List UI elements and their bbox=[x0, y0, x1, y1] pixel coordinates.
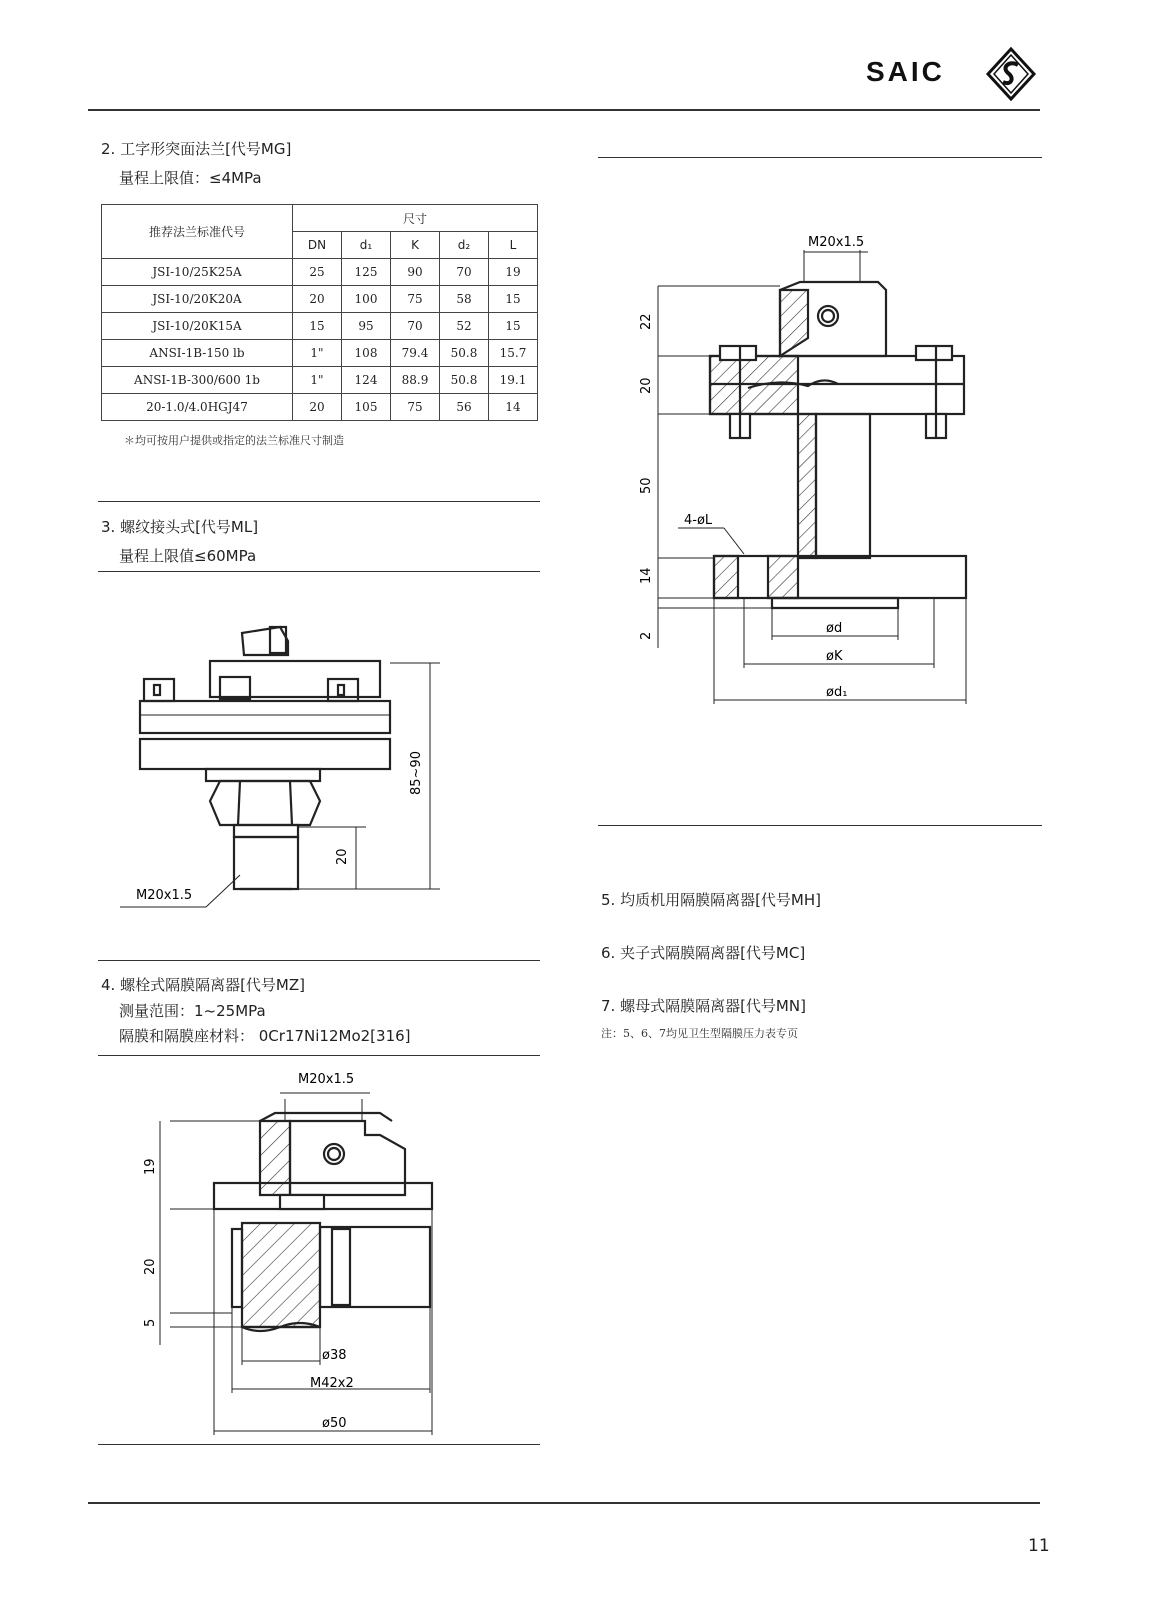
table-cell: 15.7 bbox=[489, 340, 538, 367]
divider bbox=[598, 825, 1042, 826]
divider bbox=[98, 501, 540, 502]
table-cell: 50.8 bbox=[440, 367, 489, 394]
dim-20-label: 20 bbox=[143, 1258, 158, 1275]
table-cell: 88.9 bbox=[391, 367, 440, 394]
divider bbox=[98, 571, 540, 572]
page-number: 11 bbox=[1028, 1536, 1050, 1556]
dim-20-label: 20 bbox=[639, 377, 654, 394]
table-cell: 20-1.0/4.0HGJ47 bbox=[102, 394, 293, 421]
thread-top-label: M20x1.5 bbox=[808, 235, 865, 250]
divider bbox=[98, 960, 540, 961]
section5-title: 5. 均质机用隔膜隔离器[代号MH] bbox=[601, 891, 822, 909]
table-cell: 100 bbox=[342, 286, 391, 313]
header-rule bbox=[88, 109, 1040, 111]
table-cell: 90 bbox=[391, 259, 440, 286]
dim-header: d₂ bbox=[440, 232, 489, 259]
brand-logo-text: SAIC bbox=[866, 56, 945, 87]
dim-thread-length-label: 20 bbox=[335, 848, 350, 865]
k-label: øK bbox=[826, 649, 843, 664]
table-cell: 52 bbox=[440, 313, 489, 340]
table-header-row bbox=[102, 205, 538, 232]
brand-logo-icon bbox=[985, 46, 1037, 104]
table-cell: 75 bbox=[391, 286, 440, 313]
table-row bbox=[102, 340, 538, 367]
table-cell: 15 bbox=[293, 313, 342, 340]
section2-title: 2. 工字形突面法兰[代号MG] bbox=[101, 140, 292, 158]
m42-label: M42x2 bbox=[310, 1376, 354, 1391]
dim-2-label: 2 bbox=[639, 631, 654, 640]
section7-title: 7. 螺母式隔膜隔离器[代号MN] bbox=[601, 997, 806, 1015]
col-dimensions-header: 尺寸 bbox=[293, 205, 538, 232]
section4-material: 隔膜和隔膜座材料： 0Cr17Ni12Mo2[316] bbox=[119, 1027, 411, 1045]
table-cell: 56 bbox=[440, 394, 489, 421]
d38-label: ø38 bbox=[322, 1348, 347, 1363]
flange-isolator-drawing bbox=[628, 228, 988, 718]
section4-title: 4. 螺栓式隔膜隔离器[代号MZ] bbox=[101, 976, 306, 994]
dim-header: L bbox=[489, 232, 538, 259]
sections-5-7-note: 注：5、6、7均见卫生型隔膜压力表专页 bbox=[601, 1027, 798, 1040]
bolt-diaphragm-isolator-drawing bbox=[130, 1065, 470, 1445]
table-row bbox=[102, 394, 538, 421]
table-cell: 70 bbox=[440, 259, 489, 286]
table-cell: 19 bbox=[489, 259, 538, 286]
d50-label: ø50 bbox=[322, 1416, 347, 1431]
table-row bbox=[102, 367, 538, 394]
table-cell: 70 bbox=[391, 313, 440, 340]
divider bbox=[98, 1055, 540, 1056]
table-row bbox=[102, 313, 538, 340]
divider bbox=[598, 157, 1042, 158]
table-cell: JSI-10/20K15A bbox=[102, 313, 293, 340]
dim-header: K bbox=[391, 232, 440, 259]
table-row bbox=[102, 259, 538, 286]
holes-label: 4-øL bbox=[684, 513, 713, 528]
section2-range: 量程上限值：≤4MPa bbox=[119, 169, 262, 187]
table-cell: ANSI-1B-300/600 1b bbox=[102, 367, 293, 394]
table-cell: 20 bbox=[293, 286, 342, 313]
flange-standard-table bbox=[101, 204, 538, 421]
dim-14-label: 14 bbox=[639, 567, 654, 584]
table-cell: ANSI-1B-150 lb bbox=[102, 340, 293, 367]
table-cell: 14 bbox=[489, 394, 538, 421]
d-label: ød bbox=[826, 621, 843, 636]
table-cell: 15 bbox=[489, 313, 538, 340]
threaded-connector-drawing bbox=[120, 615, 460, 915]
thread-label: M20x1.5 bbox=[136, 888, 193, 903]
dim-header: d₁ bbox=[342, 232, 391, 259]
col-standard-header: 推荐法兰标准代号 bbox=[102, 205, 293, 259]
table-cell: 1" bbox=[293, 340, 342, 367]
section3-title: 3. 螺纹接头式[代号ML] bbox=[101, 518, 259, 536]
dim-header: DN bbox=[293, 232, 342, 259]
divider bbox=[98, 1444, 540, 1445]
table-cell: 58 bbox=[440, 286, 489, 313]
table-cell: 25 bbox=[293, 259, 342, 286]
footer-rule bbox=[88, 1502, 1040, 1504]
table-cell: 95 bbox=[342, 313, 391, 340]
table-row bbox=[102, 286, 538, 313]
section6-title: 6. 夹子式隔膜隔离器[代号MC] bbox=[601, 944, 806, 962]
dim-50-label: 50 bbox=[639, 477, 654, 494]
d1-label: ød₁ bbox=[826, 685, 848, 700]
dim-height-label: 85~90 bbox=[409, 751, 424, 795]
dim-19-label: 19 bbox=[143, 1158, 158, 1175]
dim-22-label: 22 bbox=[639, 313, 654, 330]
table-cell: 1" bbox=[293, 367, 342, 394]
table-cell: 75 bbox=[391, 394, 440, 421]
table-cell: 15 bbox=[489, 286, 538, 313]
table-cell: 108 bbox=[342, 340, 391, 367]
table-cell: JSI-10/20K20A bbox=[102, 286, 293, 313]
table-cell: 125 bbox=[342, 259, 391, 286]
table-cell: 20 bbox=[293, 394, 342, 421]
thread-top-label: M20x1.5 bbox=[298, 1072, 355, 1087]
table-cell: 124 bbox=[342, 367, 391, 394]
table-cell: JSI-10/25K25A bbox=[102, 259, 293, 286]
table-cell: 105 bbox=[342, 394, 391, 421]
section4-range: 测量范围：1~25MPa bbox=[119, 1002, 266, 1020]
table-cell: 19.1 bbox=[489, 367, 538, 394]
table-cell: 79.4 bbox=[391, 340, 440, 367]
table-cell: 50.8 bbox=[440, 340, 489, 367]
section3-range: 量程上限值≤60MPa bbox=[119, 547, 257, 565]
dim-5-label: 5 bbox=[143, 1318, 158, 1327]
section2-note: ＊均可按用户提供或指定的法兰标准尺寸制造 bbox=[124, 434, 344, 447]
